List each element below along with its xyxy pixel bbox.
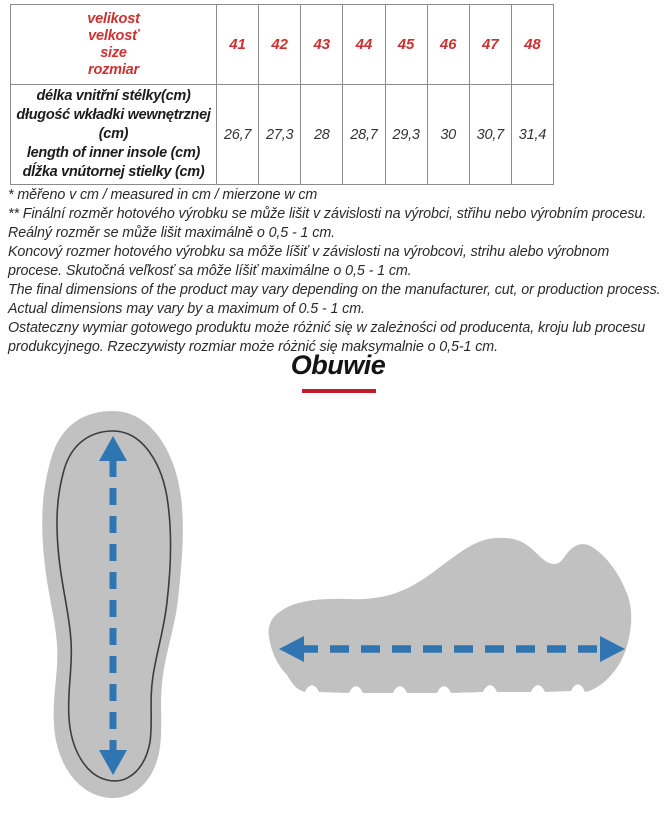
size-col-48: 48 [511, 5, 553, 85]
insole-label-pl: długość wkładki wewnętrznej (cm) [16, 107, 211, 142]
table-header-row [11, 5, 554, 85]
shoe-diagram [267, 537, 637, 705]
insole-label-cz: délka vnitřní stélky(cm) [36, 88, 191, 104]
size-col-47: 47 [469, 5, 511, 85]
size-col-42: 42 [259, 5, 301, 85]
insole-length-45: 29,3 [385, 85, 427, 185]
size-header-label [11, 5, 217, 85]
insole-length-43: 28 [301, 85, 343, 185]
size-label-pl: rozmiar [88, 61, 139, 78]
footnotes [8, 186, 661, 357]
insole-length-46: 30 [427, 85, 469, 185]
size-col-44: 44 [343, 5, 385, 85]
size-table [10, 4, 554, 185]
insole-length-42: 27,3 [259, 85, 301, 185]
insole-length-44: 28,7 [343, 85, 385, 185]
insole-label-sk: dĺžka vnútornej stielky (cm) [22, 164, 205, 180]
size-col-43: 43 [301, 5, 343, 85]
note-en: The final dimensions of the product may vary depending on the manufacturer, cut, or production process. Actual dimensions may vary by a maximum of 0.5 - 1 cm. [8, 282, 661, 317]
insole-length-row [11, 85, 554, 185]
size-label-cz: velikost [87, 10, 140, 27]
note-measured-in-cm: * měřeno v cm / measured in cm / mierzone w cm [8, 187, 318, 203]
note-sk: Koncový rozmer hotového výrobku sa môže líšiť v závislosti na výrobcovi, strihu alebo výrobnom procese. Skutočná veľkosť sa môže líšiť maximálne o 0,5 - 1 cm. [8, 244, 610, 279]
size-col-46: 46 [427, 5, 469, 85]
insole-length-label [11, 85, 217, 185]
insole-length-41: 26,7 [217, 85, 259, 185]
insole-label-en: length of inner insole (cm) [26, 145, 201, 161]
title-underline [302, 389, 376, 393]
section-title: Obuwie [290, 350, 386, 380]
insole-diagram [39, 411, 187, 799]
insole-length-48: 31,4 [511, 85, 553, 185]
size-col-41: 41 [217, 5, 259, 85]
size-col-45: 45 [385, 5, 427, 85]
insole-length-47: 30,7 [469, 85, 511, 185]
size-label-en: size [100, 44, 127, 61]
note-cz: ** Finální rozměr hotového výrobku se může lišit v závislosti na výrobci, střihu nebo výrobním procesu. Reálný rozměr se může lišit maximálně o 0,5 - 1 cm. [8, 206, 647, 241]
size-label-sk: velkosť [88, 27, 139, 44]
shoe-silhouette-shape [269, 538, 632, 693]
note-pl: Ostateczny wymiar gotowego produktu może różnić się w zależności od producenta, kroju lub procesu produkcyjnego. Rzeczywisty rozmiar może różnić się maksymalnie o 0,5-1 cm. [8, 320, 646, 355]
